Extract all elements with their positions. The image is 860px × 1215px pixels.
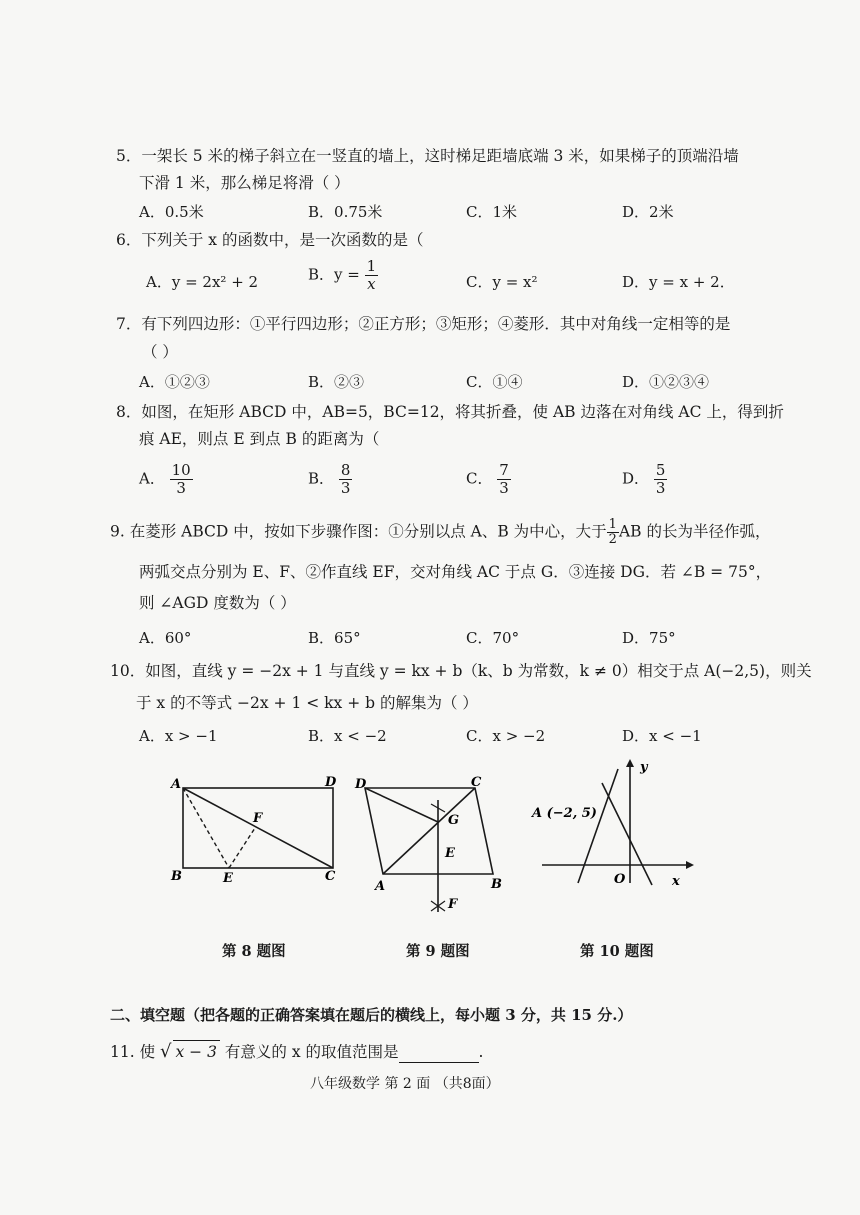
q9-line1-end: AB 的长为半径作弧， bbox=[618, 522, 771, 541]
q9-line3: 则 ∠AGD 度数为（ ） bbox=[139, 594, 296, 612]
section2-title: 二、填空题（把各题的正确答案填在题后的横线上，每小题 3 分，共 15 分.） bbox=[110, 1006, 633, 1024]
fraction-numerator: 5 bbox=[655, 461, 666, 479]
q9-option-c: C．70° bbox=[466, 629, 520, 647]
fig10-line-kxb bbox=[578, 769, 618, 883]
q11 bbox=[110, 1040, 483, 1063]
q8-line2: 痕 AE，则点 E 到点 B 的距离为（ bbox=[139, 430, 380, 448]
q8-option-c bbox=[466, 462, 511, 497]
q9-option-a: A．60° bbox=[139, 629, 192, 647]
fraction-denominator: x bbox=[367, 275, 376, 293]
q8-option-d bbox=[622, 462, 667, 497]
q10-line1: 10．如图，直线 y = −2x + 1 与直线 y = kx + b（k、b 为常数，k ≠ 0）相交于点 A(−2,5)，则关 bbox=[110, 662, 812, 680]
fig8-label-a: A bbox=[171, 777, 182, 792]
fig10-label-y: y bbox=[640, 760, 648, 775]
fig8-label-c: C bbox=[325, 869, 336, 884]
figure-10 bbox=[528, 755, 698, 890]
fig9-diagonal-ac bbox=[383, 788, 475, 874]
q11-end: . bbox=[478, 1043, 484, 1061]
q7-option-a: A．①②③ bbox=[139, 373, 210, 391]
q7-option-c: C．①④ bbox=[466, 373, 523, 391]
q11-prefix: 11. 使 bbox=[110, 1043, 156, 1061]
option-fraction bbox=[339, 462, 353, 497]
q6-stem: 6．下列关于 x 的函数中，是一次函数的是（ bbox=[116, 231, 424, 249]
fraction-numerator: 1 bbox=[366, 257, 377, 275]
fraction-denominator: 3 bbox=[499, 479, 509, 497]
q9-line1-start: 9. 在菱形 ABCD 中，按如下步骤作图：①分别以点 A、B 为中心，大于 bbox=[110, 522, 607, 541]
q6-option-b-prefix: B．y = bbox=[308, 265, 360, 284]
fig10-label-x: x bbox=[672, 874, 680, 889]
fig9-label-c: C bbox=[471, 775, 482, 790]
fig9-caption: 第 9 题图 bbox=[406, 943, 470, 960]
q6-option-b-fraction bbox=[365, 258, 379, 293]
q10-option-b: B．x < −2 bbox=[308, 727, 387, 745]
q11-answer-blank[interactable] bbox=[399, 1046, 479, 1063]
fig9-label-a: A bbox=[375, 879, 386, 894]
q5-option-b: B．0.75米 bbox=[308, 203, 383, 221]
figure-8 bbox=[165, 770, 355, 895]
sqrt-icon: √ bbox=[160, 1041, 172, 1062]
q6-option-d: D．y = x + 2． bbox=[622, 273, 735, 291]
q10-option-d: D．x < −1 bbox=[622, 727, 702, 745]
fig9-label-f: F bbox=[448, 897, 458, 912]
fig8-label-b: B bbox=[171, 869, 182, 884]
option-label: B． bbox=[308, 469, 335, 488]
option-label: C． bbox=[466, 469, 493, 488]
option-fraction bbox=[497, 462, 511, 497]
fraction-denominator: 3 bbox=[340, 479, 351, 497]
q5-option-d: D．2米 bbox=[622, 203, 674, 221]
fig10-line-neg2x bbox=[602, 783, 652, 885]
fraction-denominator: 3 bbox=[176, 479, 186, 497]
fig8-caption: 第 8 题图 bbox=[222, 943, 286, 960]
q10-line2: 于 x 的不等式 −2x + 1 < kx + b 的解集为（ ） bbox=[136, 694, 478, 712]
q7-option-d: D．①②③④ bbox=[622, 373, 710, 391]
fig10-x-arrow bbox=[686, 861, 694, 869]
q5-option-a: A．0.5米 bbox=[139, 203, 204, 221]
fraction-numerator: 7 bbox=[499, 461, 509, 479]
q5-option-c: C．1米 bbox=[466, 203, 518, 221]
q7-paren: （ ） bbox=[142, 343, 178, 361]
q7-option-b: B．②③ bbox=[308, 373, 365, 391]
fig10-caption: 第 10 题图 bbox=[580, 943, 654, 960]
fig10-label-a: A (−2, 5) bbox=[532, 806, 597, 821]
q8-line1: 8．如图，在矩形 ABCD 中，AB=5，BC=12，将其折叠，使 AB 边落在对角线 AC 上，得到折 bbox=[116, 403, 784, 421]
q11-suffix: 有意义的 x 的取值范围是 bbox=[224, 1043, 399, 1061]
q6-option-c: C．y = x² bbox=[466, 273, 538, 291]
page-footer: 八年级数学 第 2 面 （共8面） bbox=[310, 1076, 500, 1092]
fraction-denominator: 3 bbox=[655, 479, 666, 497]
option-fraction bbox=[170, 462, 193, 497]
fig8-label-f: F bbox=[253, 811, 263, 826]
q9-line1 bbox=[110, 518, 770, 547]
q10-option-c: C．x > −2 bbox=[466, 727, 546, 745]
q5-line1: 5．一架长 5 米的梯子斜立在一竖直的墙上，这时梯足距墙底端 3 米，如果梯子的顶端沿墙 bbox=[116, 147, 739, 165]
fig9-label-e: E bbox=[445, 846, 455, 861]
fraction-numerator: 1 bbox=[608, 517, 617, 532]
fig9-segment-dg bbox=[365, 788, 438, 822]
fig10-y-arrow bbox=[626, 759, 634, 767]
q5-line2: 下滑 1 米，那么梯足将滑（ ） bbox=[139, 174, 350, 192]
fig9-label-d: D bbox=[355, 777, 367, 792]
option-label: A． bbox=[139, 469, 165, 488]
fig10-label-o: O bbox=[614, 872, 626, 887]
fig8-label-e: E bbox=[223, 871, 233, 886]
q8-option-a bbox=[139, 462, 193, 497]
q8-option-b bbox=[308, 462, 352, 497]
fig9-label-b: B bbox=[491, 877, 502, 892]
q6-option-b bbox=[308, 258, 378, 293]
fraction-numerator: 10 bbox=[171, 461, 191, 479]
q10-option-a: A．x > −1 bbox=[139, 727, 218, 745]
q11-radicand: x − 3 bbox=[173, 1040, 220, 1063]
option-fraction bbox=[654, 462, 668, 497]
fraction-denominator: 2 bbox=[608, 532, 617, 547]
fraction-numerator: 8 bbox=[340, 461, 351, 479]
fig8-fold-ef bbox=[229, 828, 255, 868]
q9-option-d: D．75° bbox=[622, 629, 676, 647]
fig9-label-g: G bbox=[448, 813, 460, 828]
q9-option-b: B．65° bbox=[308, 629, 361, 647]
q6-option-a: A．y = 2x² + 2 bbox=[146, 273, 259, 291]
figure-9 bbox=[345, 770, 515, 925]
option-label: D． bbox=[622, 469, 650, 488]
q9-line2: 两弧交点分别为 E、F、②作直线 EF，交对角线 AC 于点 G．③连接 DG．若 ∠B = 75°， bbox=[139, 563, 772, 581]
fig8-label-d: D bbox=[325, 775, 337, 790]
q7-stem: 7．有下列四边形：①平行四边形；②正方形；③矩形；④菱形．其中对角线一定相等的是 bbox=[116, 315, 731, 333]
half-fraction bbox=[607, 518, 619, 547]
